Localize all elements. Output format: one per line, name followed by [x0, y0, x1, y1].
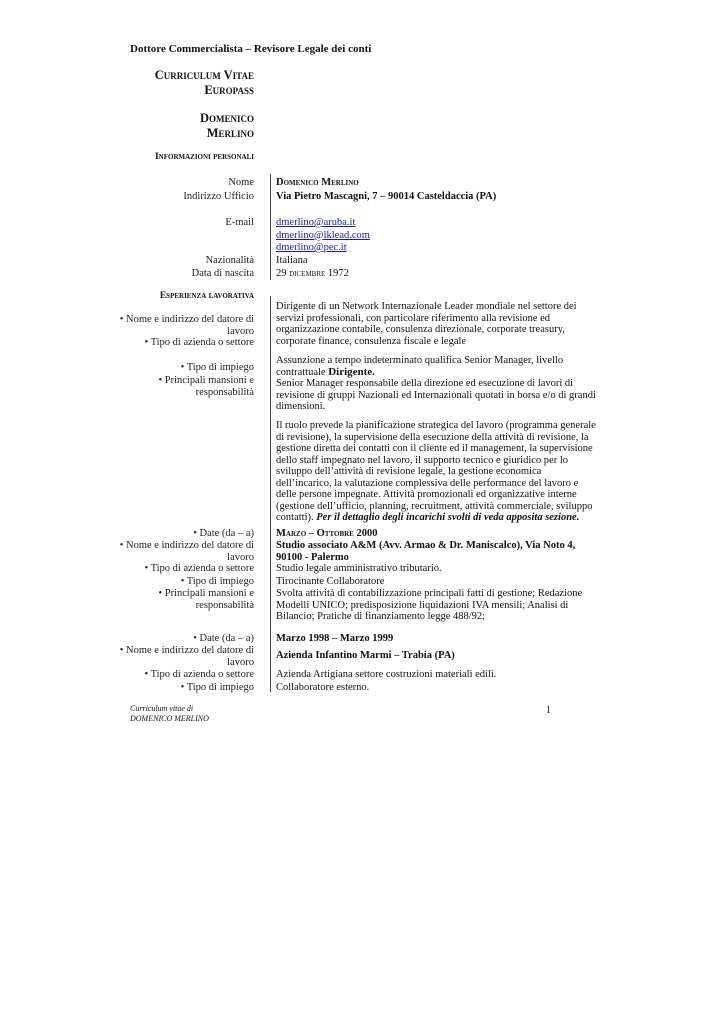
job2-dates-label: • Date (da – a): [193, 528, 254, 539]
job2-type: Tirocinante Collaboratore: [276, 576, 385, 587]
email-link-aruba[interactable]: dmerlino@aruba.it: [276, 217, 356, 228]
section-title-personal: Informazioni personali: [154, 152, 254, 162]
job2-sector-label: • Tipo di azienda o settore: [144, 563, 254, 574]
footer-line2: DOMENICO MERLINO: [130, 713, 209, 723]
birth-value: 29 dicembre 1972: [276, 268, 349, 279]
job1-employer-text: Dirigente di un Network Internazionale Leader mondiale nel settore dei servizi professionali, con particolare riferimento alla revisione ed organizzazione contabile, consulenza direzionale, corporate treasury, corporate finance, consulenza fiscale e legale: [276, 301, 577, 347]
column-divider-work: [270, 296, 271, 692]
column-divider: [270, 174, 271, 280]
job1-role-text: [276, 420, 596, 524]
job2-sector: Studio legale amministrativo tributario.: [276, 563, 442, 574]
job1-type-regular: Assunzione a tempo indeterminato qualifica Senior Manager, livello contrattuale: [276, 355, 564, 378]
person-name-line2: Merlino: [206, 126, 254, 140]
job3-dates-label: • Date (da – a): [193, 633, 254, 644]
job2-duties: Svolta attività di contabilizzazione principali fatti di gestione; Redazione Modelli UNICO; predisposizione liquidazioni IVA mensili; Analisi di Bilancio; Pratiche di finanziamento legge 488/92;: [276, 588, 583, 622]
job1-duties-text: Senior Manager responsabile della direzione ed esecuzione di lavori di revisione di gruppi Nazionali ed Internazionali quotati in borsa e/o di grandi dimensioni.: [276, 378, 596, 412]
footer-line1: Curriculum vitae di: [130, 704, 194, 713]
job3-type: Collaboratore esterno.: [276, 682, 370, 693]
job3-employer: Azienda Infantino Marmi – Trabia (PA): [276, 650, 455, 661]
person-name: [100, 111, 254, 141]
job1-duties-label: • Principali mansioni e responsabilità: [158, 375, 254, 398]
job2-employer: Studio associato A&M (Avv. Armao & Dr. Maniscalco), Via Noto 4, 90100 - Palermo: [276, 540, 576, 563]
office-label: Indirizzo Ufficio: [183, 191, 254, 202]
cv-title-line1: Curriculum Vitae: [154, 68, 254, 82]
nationality-label: Nazionalità: [205, 255, 254, 266]
email-link-lklead[interactable]: dmerlino@lklead.com: [276, 229, 370, 241]
email-list: [276, 217, 596, 255]
job2-type-label: • Tipo di impiego: [180, 576, 254, 587]
job2-dates: Marzo – Ottobre 2000: [276, 528, 378, 539]
cv-title: [100, 68, 254, 98]
job1-type-label: • Tipo di impiego: [180, 362, 254, 373]
birth-label: Data di nascita: [191, 268, 254, 279]
job2-duties-label: • Principali mansioni e responsabilità: [158, 588, 254, 611]
person-name-line1: Domenico: [199, 111, 254, 125]
name-value: Domenico Merlino: [276, 177, 359, 188]
job1-role-regular: Il ruolo prevede la pianificazione strategica del lavoro (programma generale di revisione), la supervisione della esecuzione della attività di revisione, la gestione diretta dei contatti con il cliente ed il management, la supervisione dello staff impegnato nel lavoro, il supporto tecnico e giuridico per lo sviluppo dell’attività di revisione legale, la gestione economica dell’incarico, la valutazione complessiva delle performance del lavoro e delle persone impegnate. Attività promozionali ed organizzative interne (gestione dell’ufficio, planning, recruitment, attività commerciale, sviluppo contatti).: [276, 420, 596, 523]
office-value: Via Pietro Mascagni, 7 – 90014 Casteldaccia (PA): [276, 191, 497, 202]
email-link-pec[interactable]: dmerlino@pec.it: [276, 242, 347, 253]
job1-type-bold: Dirigente.: [328, 365, 375, 378]
job1-role-emphasis: Per il dettaglio degli incarichi svolti di veda apposita sezione.: [316, 512, 580, 523]
email-label: E-mail: [225, 217, 254, 228]
job3-sector-label: • Tipo di azienda o settore: [144, 669, 254, 680]
job2-employer-label: • Nome e indirizzo del datore di lavoro: [119, 540, 254, 563]
footer-text: [130, 704, 209, 723]
job1-type-text: [276, 355, 596, 378]
job3-employer-label: • Nome e indirizzo del datore di lavoro: [119, 645, 254, 668]
section-title-work: Esperienza lavorativa: [159, 291, 254, 301]
header-title: Dottore Commercialista – Revisore Legale dei conti: [130, 43, 372, 55]
nationality-value: Italiana: [276, 255, 308, 266]
job1-sector-label: • Tipo di azienda o settore: [144, 337, 254, 348]
cv-title-line2: Europass: [204, 83, 254, 97]
job3-type-label: • Tipo di impiego: [180, 682, 254, 693]
job3-sector: Azienda Artigiana settore costruzioni materiali edili.: [276, 669, 497, 680]
job1-employer-label: • Nome e indirizzo del datore di lavoro: [119, 314, 254, 337]
page-number: 1: [546, 705, 551, 716]
name-label: Nome: [228, 177, 254, 188]
job3-dates: Marzo 1998 – Marzo 1999: [276, 633, 394, 644]
